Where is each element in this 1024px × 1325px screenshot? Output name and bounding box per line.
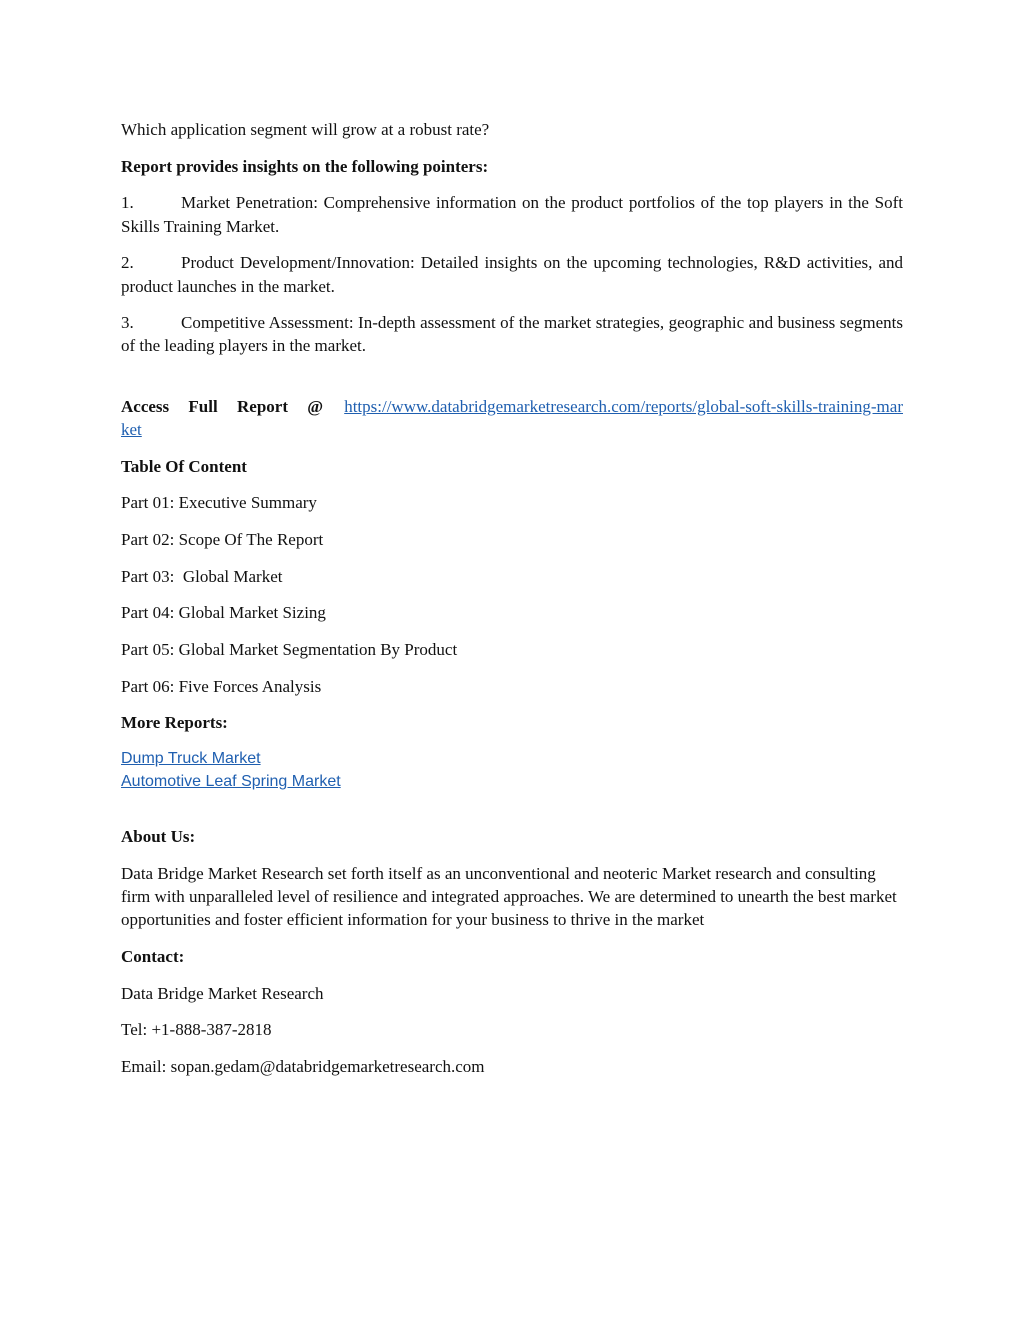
insight-number: 3. <box>121 313 134 333</box>
access-label: Access Full Report @ <box>121 396 324 416</box>
insight-item <box>121 251 903 297</box>
insight-text: Market Penetration: Comprehensive information on the product portfolios of the top players in the Soft Skills Training Market. <box>121 193 903 236</box>
document-page <box>121 118 903 1092</box>
insight-text: Competitive Assessment: In-depth assessment of the market strategies, geographic and business segments of the leading players in the market. <box>121 313 903 356</box>
insights-heading: Report provides insights on the following pointers: <box>121 156 489 176</box>
access-full-report <box>121 395 903 441</box>
insight-text: Product Development/Innovation: Detailed insights on the upcoming technologies, R&D activities, and product launches in the market. <box>121 253 903 296</box>
insight-number: 2. <box>121 253 134 273</box>
toc-item: Part 01: Executive Summary <box>121 493 317 513</box>
contact-heading: Contact: <box>121 946 185 966</box>
more-reports-links <box>121 748 903 793</box>
report-link-leaf-spring[interactable]: Automotive Leaf Spring Market <box>121 772 341 790</box>
toc-item: Part 02: Scope Of The Report <box>121 529 324 549</box>
toc-item: Part 06: Five Forces Analysis <box>121 676 322 696</box>
insight-number: 1. <box>121 193 134 213</box>
contact-email: Email: sopan.gedam@databridgemarketresearch.com <box>121 1057 485 1077</box>
about-text: Data Bridge Market Research set forth itself as an unconventional and neoteric Market research and consulting firm with unparalleled level of resilience and integrated approaches. We are determined to unearth the best market opportunities and foster efficient information for your business to thrive in the market <box>121 863 897 930</box>
more-reports-heading: More Reports: <box>121 713 228 733</box>
toc-item: Part 05: Global Market Segmentation By Product <box>121 640 458 660</box>
contact-tel: Tel: +1-888-387-2818 <box>121 1020 272 1040</box>
insight-item <box>121 311 903 357</box>
full-report-link[interactable]: https://www.databridgemarketresearch.com/reports/global-soft-skills-training-market <box>121 396 903 439</box>
toc-item: Part 04: Global Market Sizing <box>121 603 326 623</box>
toc-heading: Table Of Content <box>121 456 247 476</box>
toc-item: Part 03: Global Market <box>121 566 283 586</box>
insight-item <box>121 191 903 237</box>
intro-question: Which application segment will grow at a robust rate? <box>121 120 490 139</box>
contact-company: Data Bridge Market Research <box>121 983 324 1003</box>
report-link-dump-truck[interactable]: Dump Truck Market <box>121 750 261 768</box>
about-heading: About Us: <box>121 827 196 847</box>
